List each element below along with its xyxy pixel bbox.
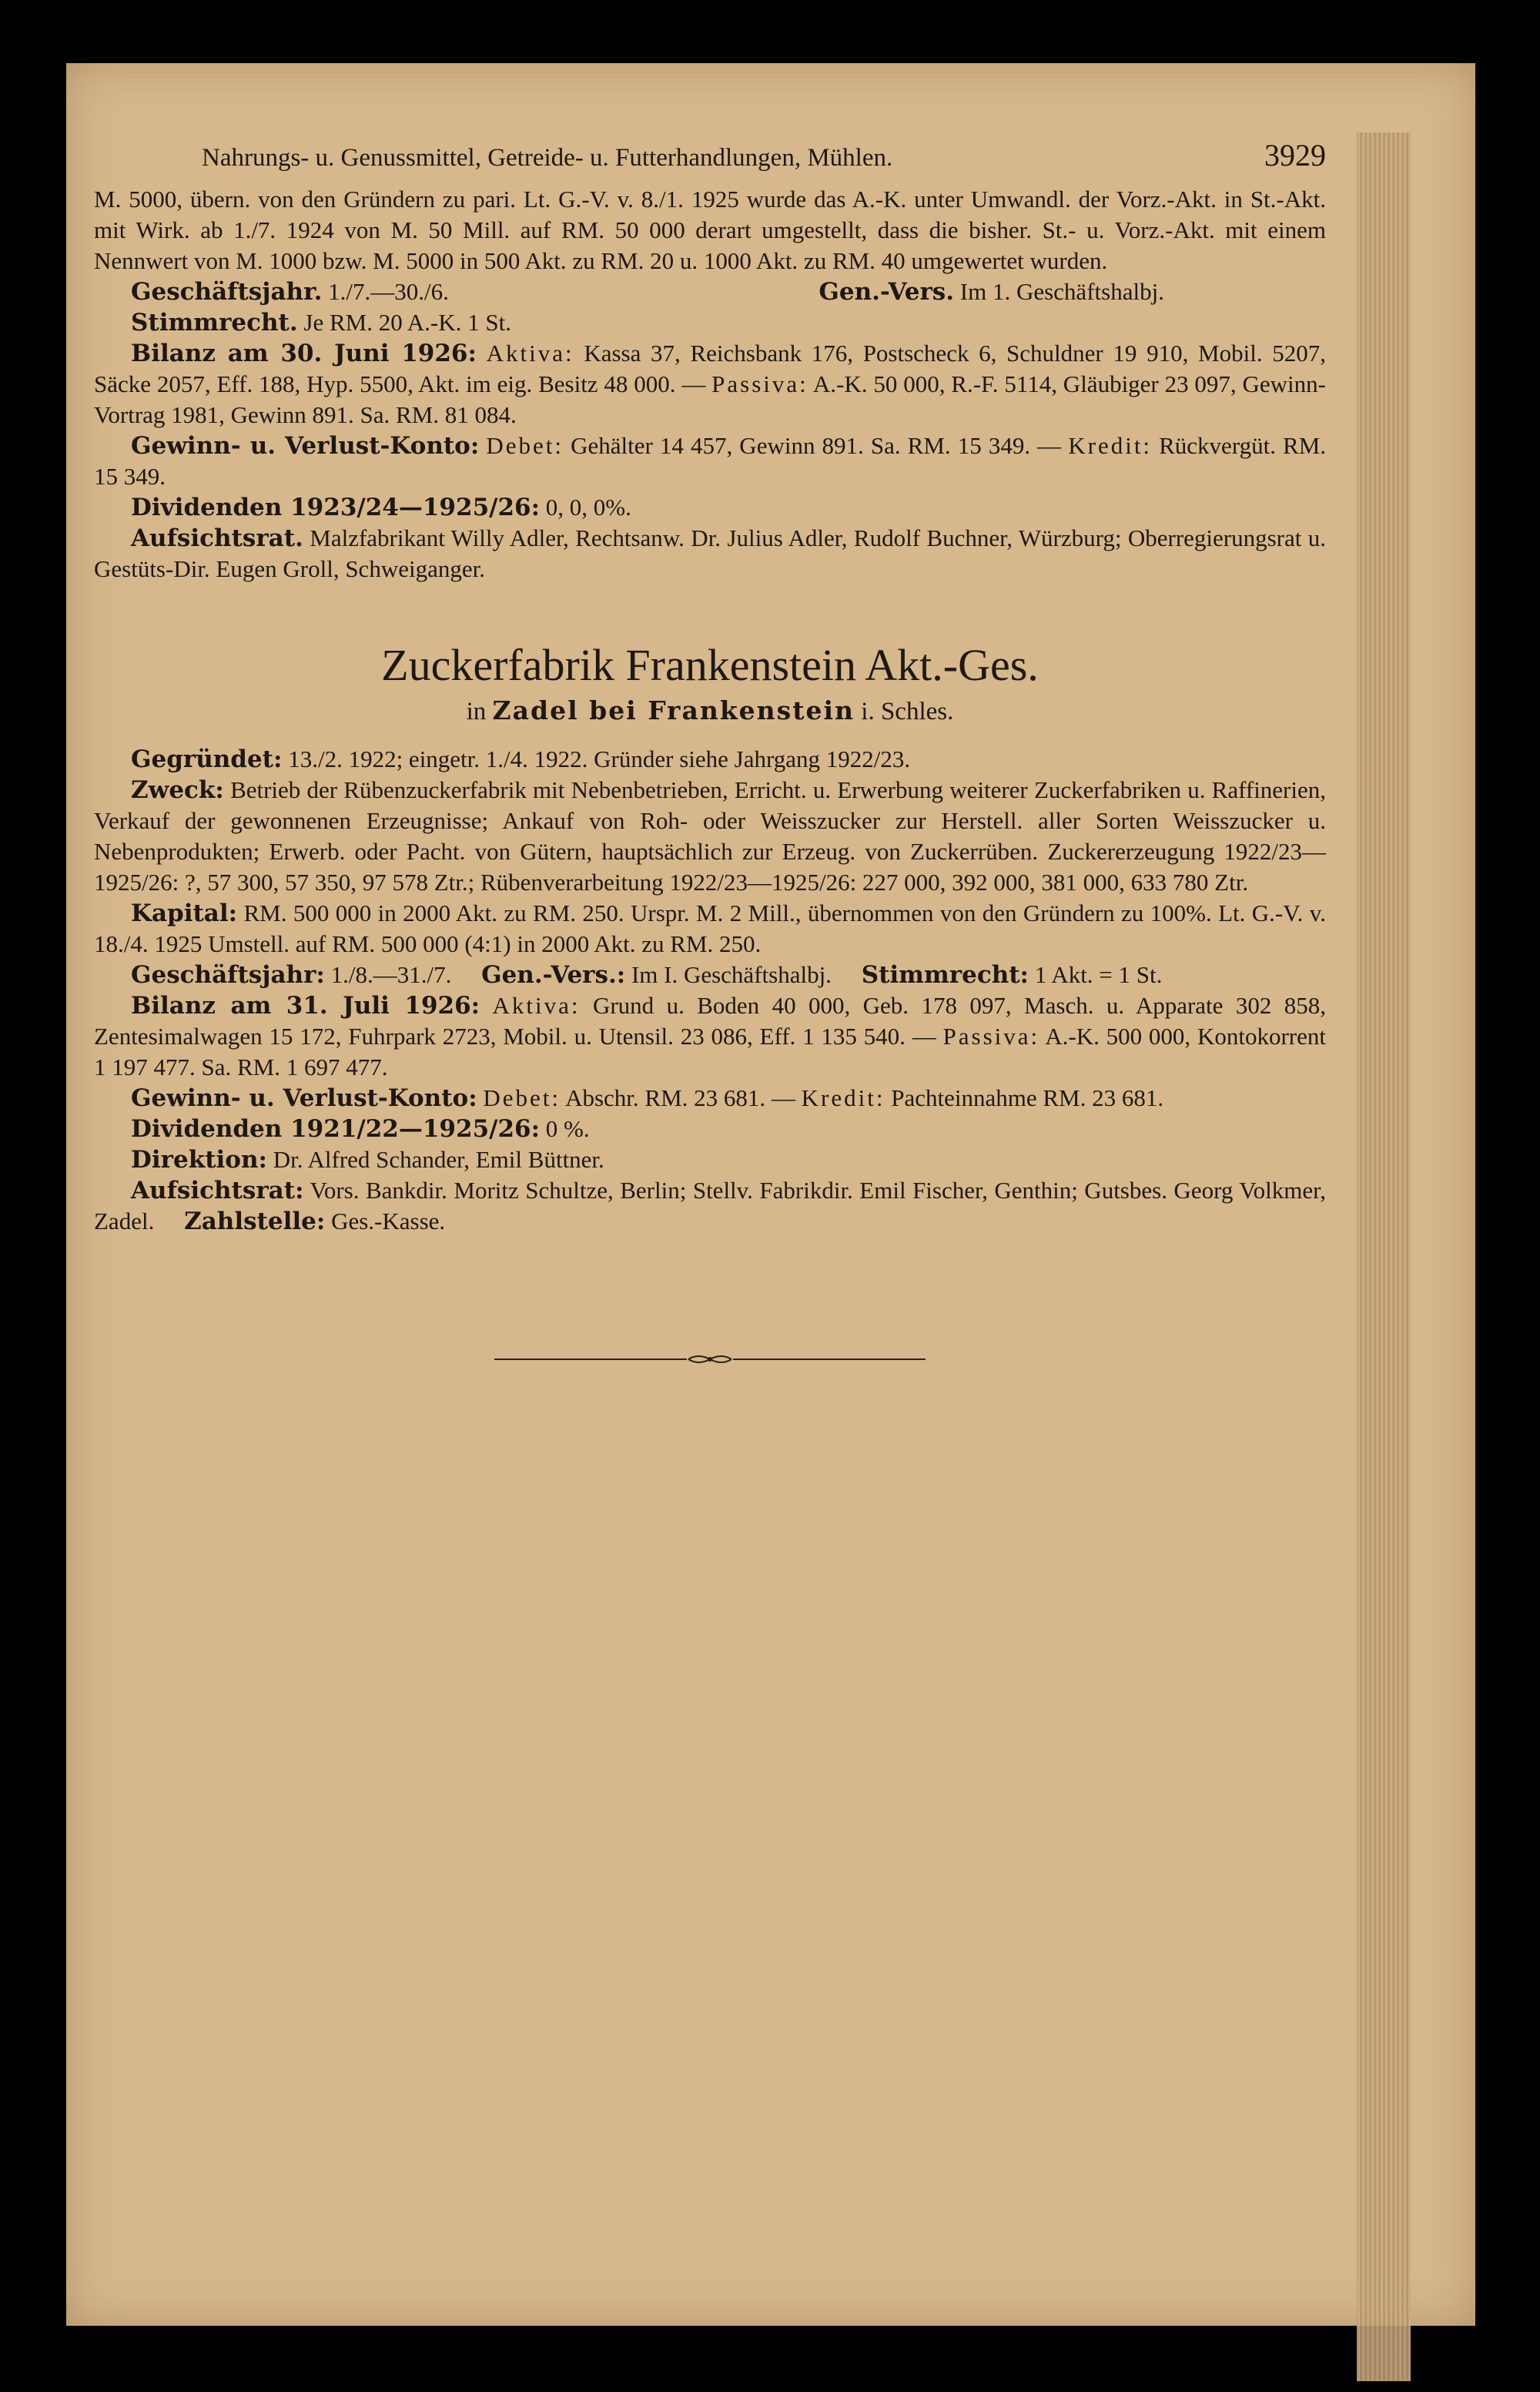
company-location-suffix: i. Schles. [861,698,954,725]
divider-ornament-icon [687,1352,733,1366]
prev-passiva-text: A.-K. 50 000, R.-F. 5114, Gläubiger 23 097, Gewinn-Vortrag 1981, Gewinn 891. Sa. RM. 81 084. [94,370,1326,428]
prev-genvers-label: Gen.-Vers. [819,278,955,306]
stimmrecht-value: 1 Akt. = 1 St. [1034,961,1163,988]
company-zweck [94,775,1326,898]
dividenden-value: 0 %. [545,1115,590,1142]
aufsichtsrat-label: Aufsichtsrat: [131,1177,304,1204]
prev-stimmrecht [94,307,1326,338]
company-kapital [94,898,1326,960]
company-dividenden [94,1114,1326,1144]
kapital-text: RM. 500 000 in 2000 Akt. zu RM. 250. Urspr. M. 2 Mill., übernommen von den Gründern zu 100%. Lt. G.-V. v. 18./4. 1925 Umstell. auf RM. 500 000 (4:1) in 2000 Akt. zu RM. 250. [94,900,1327,957]
geschaeftsjahr-value: 1./8.—31./7. [330,961,452,988]
zahlstelle-text: Ges.-Kasse. [331,1208,446,1235]
aufsichtsrat-text: Vors. Bankdir. Moritz Schultze, Berlin; Stellv. Fabrikdir. Emil Fischer, Genthin; Gutsbes. Georg Volkmer, Zadel. [94,1177,1326,1235]
prev-meta-line [94,276,1326,307]
page-edge [1357,132,1411,2381]
passiva-label: Passiva: [942,1023,1040,1050]
prev-aktiva-label: Aktiva: [486,340,574,367]
stimmrecht-label: Stimmrecht: [861,961,1029,989]
company-entry [94,638,1326,1237]
prev-guv-label: Gewinn- u. Verlust-Konto: [131,432,480,460]
zweck-label: Zweck: [131,776,224,804]
prev-dividenden [94,492,1326,523]
prev-stimmrecht-label: Stimmrecht. [131,309,298,337]
prev-aufsichtsrat-text: Malzfabrikant Willy Adler, Rechtsanw. Dr. Julius Adler, Rudolf Buchner, Würzburg; Oberregierungsrat u. Gestüts-Dir. Eugen Groll, Schweiganger. [94,524,1327,582]
debet-text: Abschr. RM. 23 681. — [565,1084,795,1111]
divider-rule-right [733,1358,926,1360]
company-guv [94,1083,1326,1114]
previous-entry [94,184,1326,585]
running-title: Nahrungs- u. Genussmittel, Getreide- u. Futterhandlungen, Mühlen. [202,144,893,172]
prev-geschaeftsjahr-label: Geschäftsjahr. [131,278,323,306]
direktion-label: Direktion: [131,1146,267,1174]
genvers-label: Gen.-Vers.: [481,961,626,989]
divider-rule-left [494,1358,687,1360]
debet-label: Debet: [483,1084,561,1111]
prev-stimmrecht-value: Je RM. 20 A.-K. 1 St. [303,309,511,336]
page-number: 3929 [1264,138,1326,173]
guv-label: Gewinn- u. Verlust-Konto: [131,1084,477,1112]
company-title: Zuckerfabrik Frankenstein Akt.-Ges. [381,640,1039,690]
genvers-value: Im I. Geschäftshalbj. [631,961,832,988]
prev-genvers-value: Im 1. Geschäftshalbj. [959,278,1164,305]
prev-dividenden-value: 0, 0, 0%. [545,494,631,521]
prev-bilanz-label: Bilanz am 30. Juni 1926: [131,340,477,367]
prev-kredit-text: Rückvergüt. RM. 15 349. [94,432,1327,490]
company-location-prefix: in [466,698,487,725]
direktion-text: Dr. Alfred Schander, Emil Büttner. [273,1146,604,1173]
company-location-place: Zadel bei Frankenstein [492,695,855,725]
prev-guv [94,430,1326,492]
book-page [66,63,1475,2326]
geschaeftsjahr-label: Geschäftsjahr: [131,961,325,989]
gegruendet-label: Gegründet: [131,745,283,773]
company-bilanz [94,990,1326,1083]
running-header [94,140,1326,173]
aktiva-label: Aktiva: [492,992,581,1019]
prev-aktiva-text: Kassa 37, Reichsbank 176, Postscheck 6, Schuldner 19 910, Mobil. 5207, Säcke 2057, Eff. 188, Hyp. 5500, Akt. im eig. Besitz 48 000. — [94,340,1327,397]
dividenden-label: Dividenden 1921/22—1925/26: [131,1115,541,1143]
kapital-label: Kapital: [131,900,238,927]
zweck-text: Betrieb der Rübenzuckerfabrik mit Nebenbetrieben, Erricht. u. Erwerbung weiterer Zuckerfabriken u. Raffinerien, Verkauf der gewonnenen Erzeugnisse; Ankauf von Roh- oder Weisszucker zur Herstell. aller Sorten Weisszucker u. Nebenprodukten; Erwerb. oder Pacht. von Gütern, hauptsächlich zur Erzeug. von Zuckerrüben. Zuckererzeugung 1922/23—1925/26: ?, 57 300, 57 350, 97 578 Ztr.; Rübenverarbeitung 1922/23—1925/26: 227 000, 392 000, 381 000, 633 780 Ztr. [94,776,1327,896]
prev-dividenden-label: Dividenden 1923/24—1925/26: [131,494,541,521]
prev-aufsichtsrat [94,523,1326,585]
company-meta-line [94,960,1326,990]
company-gegruendet [94,744,1326,775]
prev-debet-label: Debet: [486,432,564,459]
prev-kredit-label: Kredit: [1068,432,1153,459]
prev-passiva-label: Passiva: [711,370,808,397]
section-divider [494,1352,926,1366]
kredit-label: Kredit: [801,1084,886,1111]
bilanz-label: Bilanz am 31. Juli 1926: [131,992,480,1020]
kredit-text: Pachteinnahme RM. 23 681. [891,1084,1164,1111]
prev-capital-text: M. 5000, übern. von den Gründern zu pari. Lt. G.-V. v. 8./1. 1925 wurde das A.-K. unter Umwandl. der Vorz.-Akt. in St.-Akt. mit Wirk. ab 1./7. 1924 von M. 50 Mill. auf RM. 50 000 derart umgestellt, dass die bisher. St.- u. Vorz.-Akt. mit einem Nennwert von M. 1000 bzw. M. 5000 in 500 Akt. zu RM. 20 u. 1000 Akt. zu RM. 40 umgewertet wurden. [94,186,1326,274]
prev-geschaeftsjahr-value: 1./7.—30./6. [328,278,449,305]
prev-bilanz [94,338,1326,430]
company-aufsichtsrat [94,1175,1326,1237]
company-direktion [94,1144,1326,1175]
page-content [94,140,1326,1366]
aktiva-text: Grund u. Boden 40 000, Geb. 178 097, Masch. u. Apparate 302 858, Zentesimalwagen 15 172, Fuhrpark 2723, Mobil. u. Utensil. 23 086, Eff. 1 135 540. — [94,992,1326,1050]
prev-debet-text: Gehälter 14 457, Gewinn 891. Sa. RM. 15 349. — [571,432,1062,459]
passiva-text: A.-K. 500 000, Kontokorrent 1 197 477. Sa. RM. 1 697 477. [94,1023,1326,1080]
company-location [94,695,1326,727]
gegruendet-text: 13./2. 1922; eingetr. 1./4. 1922. Gründer siehe Jahrgang 1922/23. [288,745,911,772]
prev-aufsichtsrat-label: Aufsichtsrat. [131,524,303,552]
zahlstelle-label: Zahlstelle: [184,1208,326,1235]
